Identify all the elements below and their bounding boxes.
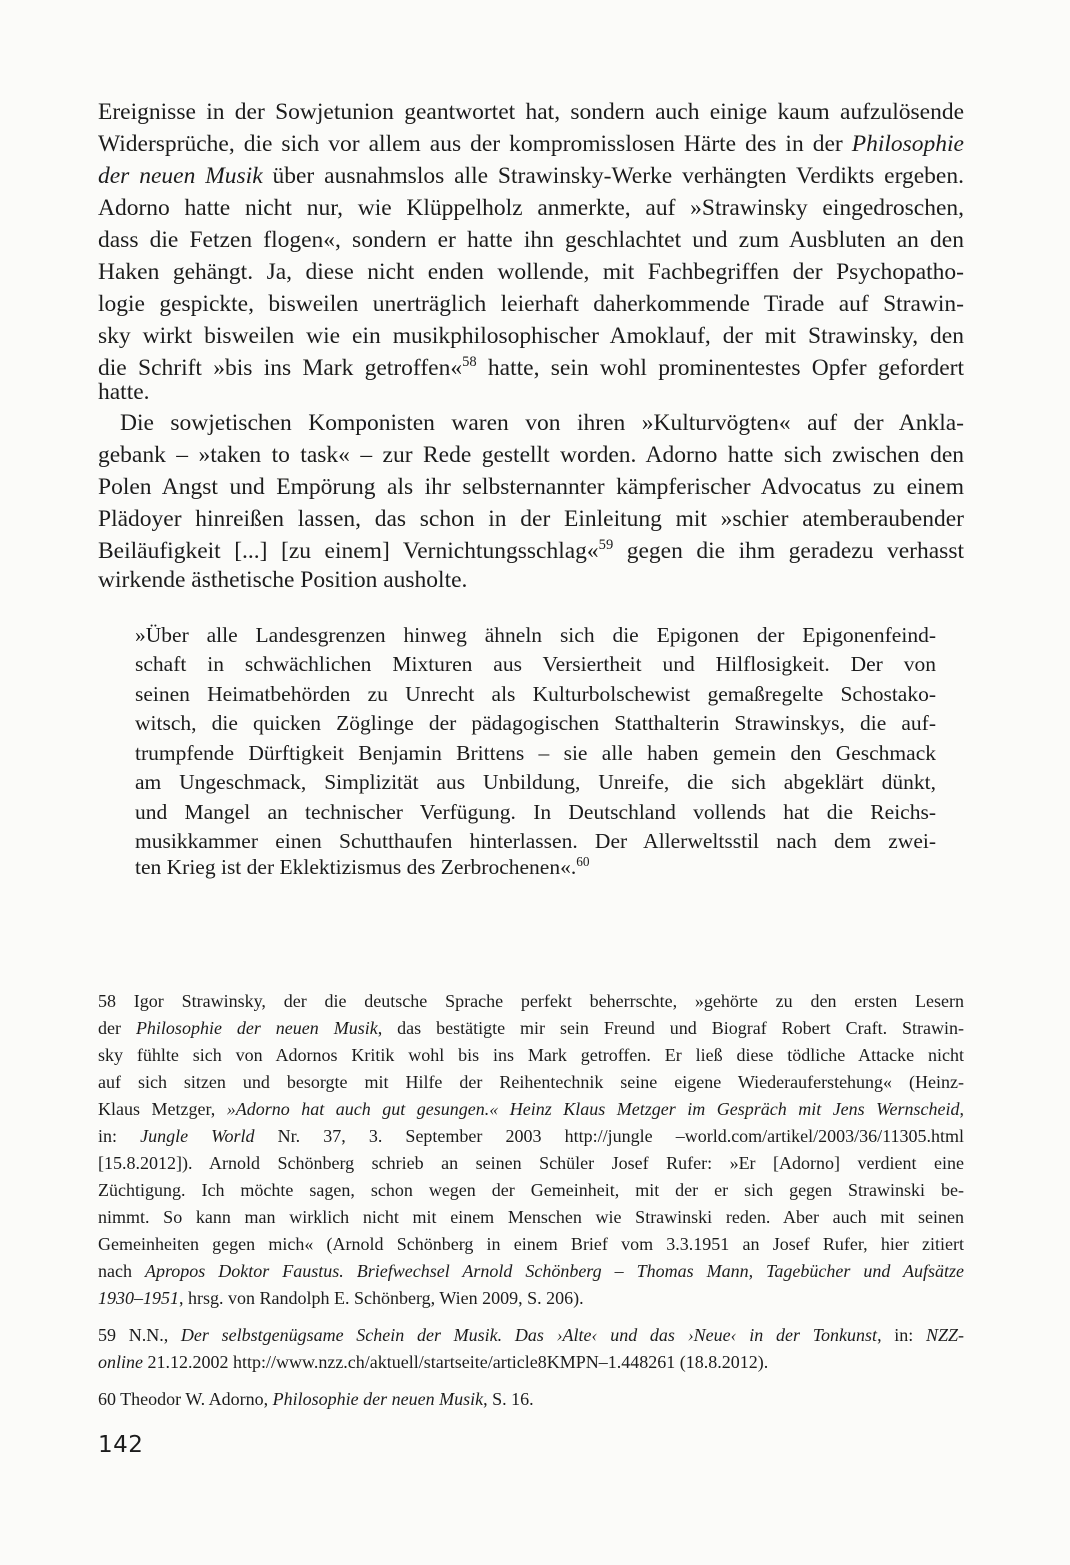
- page-number: 142: [98, 1432, 144, 1458]
- main-line: Ereignisse in der Sowjetunion geantwortet hat, sondern auch einige kaum aufzulösende: [98, 99, 964, 125]
- main-line: dass die Fetzen flogen«, sondern er hatte ihn geschlachtet und zum Ausbluten an den: [98, 227, 964, 253]
- main-line: logie gespickte, bisweilen unerträglich leierhaft daherkommende Tirade auf Strawin-: [98, 291, 964, 317]
- footnote-line: 58 Igor Strawinsky, der die deutsche Sprache perfekt beherrschte, »gehörte zu den ersten Lesern: [98, 991, 964, 1011]
- main-line: die Schrift »bis ins Mark getroffen«$^{58}$ hatte, sein wohl prominentestes Opfer gefordert: [98, 353, 964, 381]
- main-line: sky wirkt bisweilen wie ein musikphilosophischer Amoklauf, der mit Strawinsky, den: [98, 323, 964, 349]
- main-line: Widersprüche, die sich vor allem aus der kompromisslosen Härte des in der Philosophie: [98, 131, 964, 157]
- quote-line: und Mangel an technischer Verfügung. In Deutschland vollends hat die Reichs-: [135, 800, 936, 824]
- footnote-line: Züchtigung. Ich möchte sagen, schon wegen der Gemeinheit, mit der er sich gegen Strawinski be-: [98, 1180, 964, 1200]
- footnote-line: nimmt. So kann man wirklich nicht mit einem Menschen wie Strawinski reden. Aber auch mit seinen: [98, 1207, 964, 1227]
- main-line: Beiläufigkeit [...] [zu einem] Vernichtungsschlag«$^{59}$ gegen die ihm geradezu verhasst: [98, 536, 964, 564]
- main-line: Haken gehängt. Ja, diese nicht enden wollende, mit Fachbegriffen der Psychopatho-: [98, 259, 964, 285]
- footnote-line: in: Jungle World Nr. 37, 3. September 2003 http://jungle –world.com/artikel/2003/36/11305.html: [98, 1126, 964, 1146]
- quote-line: seinen Heimatbehörden zu Unrecht als Kulturbolschewist gemaßregelte Schostako-: [135, 682, 936, 706]
- main-line: Die sowjetischen Komponisten waren von ihren »Kulturvögten« auf der Ankla-: [120, 410, 964, 436]
- main-line: Polen Angst und Empörung als ihr selbsternannter kämpferischer Advocatus zu einem: [98, 474, 964, 500]
- footnote-line: sky fühlte sich von Adornos Kritik wohl bis ins Mark getroffen. Er ließ diese tödliche Attacke nicht: [98, 1045, 964, 1065]
- footnote-line: Gemeinheiten gegen mich« (Arnold Schönberg in einem Brief vom 3.3.1951 an Josef Rufer, hier zitiert: [98, 1234, 964, 1254]
- footnote-line: der Philosophie der neuen Musik, das bestätigte mir sein Freund und Biograf Robert Craft. Strawin-: [98, 1018, 965, 1038]
- footnote-line: [15.8.2012]). Arnold Schönberg schrieb an seinen Schüler Josef Rufer: »Er [Adorno] verdient eine: [98, 1153, 964, 1173]
- quote-line: »Über alle Landesgrenzen hinweg ähneln sich die Epigonen der Epigonenfeind-: [135, 623, 936, 647]
- quote-line: ten Krieg ist der Eklektizismus des Zerbrochenen«.$^{60}$: [135, 853, 590, 879]
- main-line: Plädoyer hinreißen lassen, das schon in der Einleitung mit »schier atemberaubender: [98, 506, 964, 532]
- footnote-line: online 21.12.2002 http://www.nzz.ch/aktuell/startseite/article8KMPN–1.448261 (18.8.2012).: [98, 1352, 769, 1372]
- footnote-line: 59 N.N., Der selbstgenügsame Schein der Musik. Das ›Alte‹ und das ›Neue‹ in der Tonkunst, in: NZZ-: [98, 1325, 964, 1345]
- main-line: wirkende ästhetische Position ausholte.: [98, 567, 468, 593]
- main-line: gebank – »taken to task« – zur Rede gestellt worden. Adorno hatte sich zwischen den: [98, 442, 964, 468]
- footnote-line: 1930–1951, hrsg. von Randolph E. Schönberg, Wien 2009, S. 206).: [98, 1288, 584, 1308]
- footnote-line: nach Apropos Doktor Faustus. Briefwechsel Arnold Schönberg – Thomas Mann, Tagebücher und Aufsätze: [98, 1261, 965, 1281]
- main-line: der neuen Musik über ausnahmslos alle Strawinsky-Werke verhängten Verdikts ergeben.: [98, 163, 964, 189]
- quote-line: witsch, die quicken Zöglinge der pädagogischen Statthalterin Strawinskys, die auf-: [135, 711, 936, 735]
- quote-line: trumpfende Dürftigkeit Benjamin Brittens – sie alle haben gemein den Geschmack: [135, 741, 936, 765]
- footnote-line: Klaus Metzger, »Adorno hat auch gut gesungen.« Heinz Klaus Metzger im Gespräch mit Jens Wernscheid,: [98, 1099, 964, 1119]
- quote-line: am Ungeschmack, Simplizität aus Unbildung, Unreife, die sich abgeklärt dünkt,: [135, 770, 936, 794]
- footnote-line: auf sich sitzen und besorgte mit Hilfe der Reihentechnik seine eigene Wiederauferstehung« (Heinz-: [98, 1072, 964, 1092]
- footnote-line: 60 Theodor W. Adorno, Philosophie der neuen Musik, S. 16.: [98, 1389, 534, 1409]
- quote-line: schaft in schwächlichen Mixturen aus Versiertheit und Hilflosigkeit. Der von: [135, 652, 936, 676]
- main-line: hatte.: [98, 379, 150, 405]
- main-line: Adorno hatte nicht nur, wie Klüppelholz anmerkte, auf »Strawinsky eingedroschen,: [98, 195, 964, 221]
- quote-line: musikkammer einen Schutthaufen hinterlassen. Der Allerweltsstil nach dem zwei-: [135, 829, 936, 853]
